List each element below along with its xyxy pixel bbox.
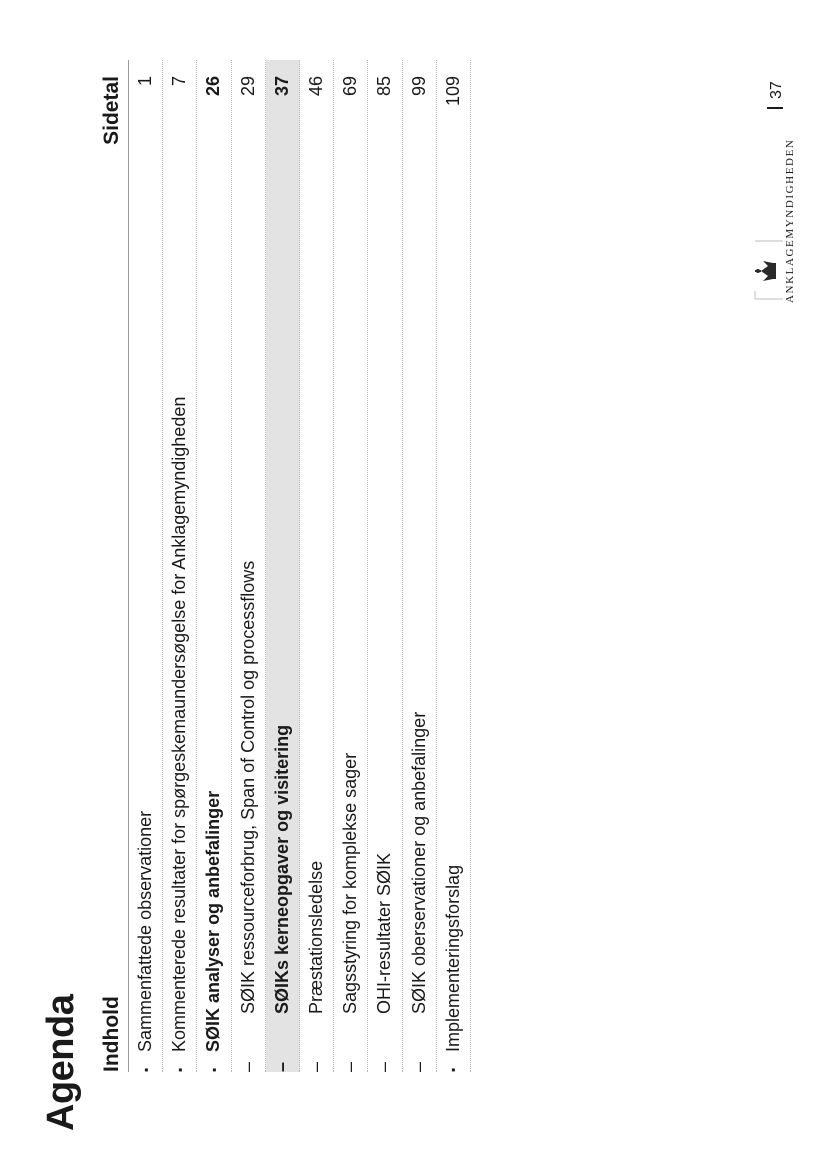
toc-row xyxy=(403,60,437,1072)
marker-glyph: – xyxy=(237,1061,258,1072)
toc-row-label: SØIKs kerneopgaver og visitering xyxy=(271,724,292,1014)
toc-header xyxy=(90,60,129,1072)
toc-row-page: 46 xyxy=(306,76,327,97)
page-title: Agenda xyxy=(40,994,82,1131)
logo-text: ANKLAGEMYNDIGHEDEN xyxy=(784,138,796,303)
toc-row xyxy=(368,60,402,1072)
bullet-marker xyxy=(139,1052,153,1072)
marker-glyph: ▪ xyxy=(206,1067,221,1072)
bullet-marker xyxy=(446,1052,460,1072)
page-number-value: 37 xyxy=(768,81,785,99)
toc-row xyxy=(334,60,368,1072)
toc-row-page: 37 xyxy=(271,76,292,97)
toc-row-page: 26 xyxy=(203,76,224,97)
dash-marker xyxy=(340,1014,361,1072)
toc-rows xyxy=(129,60,471,1072)
toc-header-contents: Indhold xyxy=(100,996,123,1072)
marker-glyph: – xyxy=(340,1061,361,1072)
dash-marker xyxy=(374,1014,395,1072)
toc-row-label: Sagsstyring for komplekse sager xyxy=(340,752,361,1014)
toc-row-label: Implementeringsforslag xyxy=(442,864,463,1052)
marker-glyph: ▪ xyxy=(172,1067,187,1072)
marker-glyph: ▪ xyxy=(138,1067,153,1072)
toc-row xyxy=(197,60,231,1072)
toc-row-page: 7 xyxy=(169,76,190,87)
bullet-marker xyxy=(173,1052,187,1072)
toc-row-label: Sammenfattede observationer xyxy=(135,810,156,1052)
toc-row-page: 29 xyxy=(237,76,258,97)
toc-row-page: 109 xyxy=(442,76,463,107)
page-number xyxy=(767,81,786,111)
page-number-separator xyxy=(767,107,783,109)
toc-row xyxy=(266,60,300,1072)
toc-row-page: 99 xyxy=(408,76,429,97)
marker-glyph: – xyxy=(374,1061,395,1072)
dash-marker xyxy=(272,1014,293,1072)
dash-marker xyxy=(409,1014,430,1072)
marker-glyph: – xyxy=(271,1061,292,1072)
toc-row xyxy=(437,60,471,1072)
toc-row-page: 69 xyxy=(340,76,361,97)
toc-row xyxy=(232,60,266,1072)
toc-row-label: SØIK ressourceforbrug, Span of Control og processflows xyxy=(237,560,258,1014)
toc-row xyxy=(163,60,197,1072)
toc-row-label: SØIK analyser og anbefalinger xyxy=(203,790,224,1052)
toc-row xyxy=(129,60,163,1072)
toc-row-page: 1 xyxy=(135,76,156,87)
marker-glyph: ▪ xyxy=(446,1067,461,1072)
toc-header-page: Sidetal xyxy=(100,76,123,145)
toc-row-page: 85 xyxy=(374,76,395,97)
toc-row xyxy=(300,60,334,1072)
marker-glyph: – xyxy=(408,1061,429,1072)
toc-row-label: Kommenterede resultater for spørgeskemaundersøgelse for Anklagemyndigheden xyxy=(169,396,190,1052)
footer xyxy=(749,23,799,303)
bullet-marker xyxy=(207,1052,221,1072)
toc-row-label: OHI-resultater SØIK xyxy=(374,852,395,1014)
dash-marker xyxy=(238,1014,259,1072)
table-of-contents xyxy=(90,60,471,1072)
toc-row-label: Præstationsledelse xyxy=(306,860,327,1014)
dash-marker xyxy=(306,1014,327,1072)
marker-glyph: – xyxy=(306,1061,327,1072)
toc-row-label: SØIK oberservationer og anbefalinger xyxy=(408,711,429,1014)
